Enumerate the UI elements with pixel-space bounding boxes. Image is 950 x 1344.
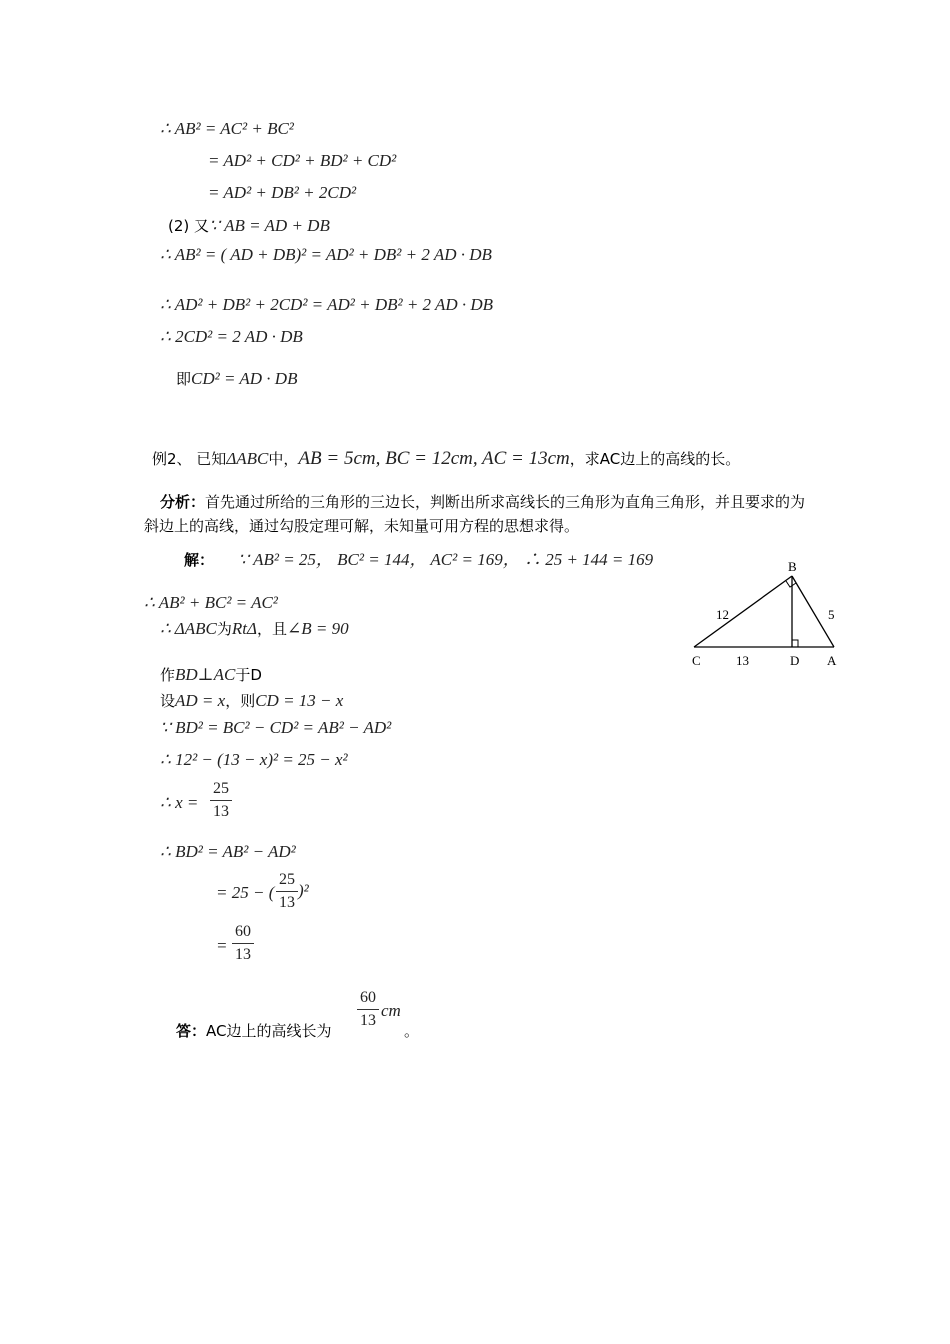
analysis-label: 分析： [160, 493, 206, 511]
solution-line-3-a: ∴ ΔABC [160, 619, 217, 638]
solution-line-10-suffix: )² [298, 881, 309, 900]
solution-line-5-b: AD = x [175, 691, 226, 710]
length-CA: 13 [736, 653, 749, 668]
solution-line-4 [160, 664, 262, 686]
answer-fraction [357, 988, 379, 1031]
solution-line-3-b: 为 [216, 620, 232, 638]
solution-line-10-fraction [276, 870, 298, 913]
proof-line-1: ∴ AB² = AC² + BC² [160, 119, 294, 138]
fraction-denominator: 13 [213, 803, 229, 820]
solution-line-5-c: ，则 [225, 692, 256, 710]
right-angle-mark-B [786, 581, 796, 587]
solution-line-1 [184, 549, 653, 571]
fraction-numerator: 60 [235, 923, 251, 940]
triangle-figure [680, 556, 850, 674]
solution-line-3 [160, 618, 349, 640]
solution-line-1-math: ∵ AB² = 25， BC² = 144， AC² = 169， ∴ 25 + 144 = 169 [238, 550, 654, 569]
proof-line-3: = AD² + DB² + 2CD² [208, 183, 357, 202]
example-2-heading [152, 448, 740, 470]
answer-unit: cm [381, 1001, 401, 1020]
fraction-denominator: 13 [279, 894, 295, 911]
proof-line-2: = AD² + CD² + BD² + CD² [208, 151, 397, 170]
proof-line-5: ∴ AB² = ( AD + DB)² = AD² + DB² + 2 AD · DB [160, 245, 492, 264]
example-2-triangle: ΔABC [226, 449, 269, 468]
side-CB [694, 576, 792, 647]
solution-line-9: ∴ BD² = AB² − AD² [160, 842, 296, 861]
label-A: A [827, 653, 837, 668]
label-C: C [692, 653, 701, 668]
fraction-numerator: 60 [360, 989, 376, 1006]
length-AB: 5 [828, 607, 835, 622]
fraction-denominator: 13 [235, 946, 251, 963]
answer-line [176, 1020, 332, 1042]
proof-line-7: ∴ 2CD² = 2 AD · DB [160, 327, 303, 346]
solution-line-10-prefix: = 25 − ( [216, 883, 275, 902]
answer-end: 。 [404, 1022, 420, 1040]
example-2-mid: 中， [268, 450, 299, 468]
solution-line-5-a: 设 [160, 692, 176, 710]
fraction-numerator: 25 [213, 780, 229, 797]
proof-part-2-label: (2) 又 [168, 217, 210, 235]
solution-line-5 [160, 690, 343, 712]
solution-line-3-e: ∠B = 90 [286, 619, 349, 638]
solution-line-8-fraction [210, 779, 232, 822]
right-angle-mark-D [792, 640, 798, 647]
solution-line-4-b: BD⊥AC [175, 665, 236, 684]
solution-line-4-a: 作 [160, 666, 176, 684]
solution-line-11-prefix: = [216, 936, 228, 955]
solution-label: 解： [184, 551, 215, 569]
analysis-paragraph [144, 490, 814, 538]
fraction-numerator: 25 [279, 871, 295, 888]
label-D: D [790, 653, 800, 668]
proof-line-4 [168, 215, 330, 237]
proof-line-6: ∴ AD² + DB² + 2CD² = AD² + DB² + 2 AD · DB [160, 295, 494, 314]
example-2-question: ，求AC边上的高线的长。 [569, 450, 741, 468]
answer-label: 答： [176, 1022, 207, 1040]
solution-line-3-c: RtΔ [231, 619, 257, 638]
fraction-denominator: 13 [360, 1012, 376, 1029]
solution-line-4-c: 于D [235, 666, 262, 684]
proof-line-8 [176, 368, 297, 390]
answer-text: AC边上的高线长为 [206, 1022, 332, 1040]
solution-line-5-d: CD = 13 − x [255, 691, 344, 710]
solution-line-2: ∴ AB² + BC² = AC² [144, 593, 278, 612]
proof-line-4-math: ∵ AB = AD + DB [209, 216, 330, 235]
proof-line-8-prefix: 即 [176, 370, 192, 388]
example-2-label: 例2、 已知 [152, 450, 227, 468]
solution-line-3-d: ，且 [256, 620, 287, 638]
solution-line-11-fraction [232, 922, 254, 965]
analysis-text: 首先通过所给的三角形的三边长，判断出所求高线长的三角形为直角三角形，并且要求的为斜边上的高线，通过勾股定理可解，未知量可用方程的思想求得。 [144, 493, 806, 535]
length-BC: 12 [716, 607, 729, 622]
proof-line-8-math: CD² = AD · DB [191, 369, 298, 388]
example-2-givens: AB = 5cm, BC = 12cm, AC = 13cm [298, 448, 570, 469]
solution-line-8-prefix: ∴ x = [160, 793, 199, 812]
label-B: B [788, 559, 797, 574]
solution-line-7: ∴ 12² − (13 − x)² = 25 − x² [160, 750, 348, 769]
solution-line-6: ∵ BD² = BC² − CD² = AB² − AD² [160, 718, 392, 737]
